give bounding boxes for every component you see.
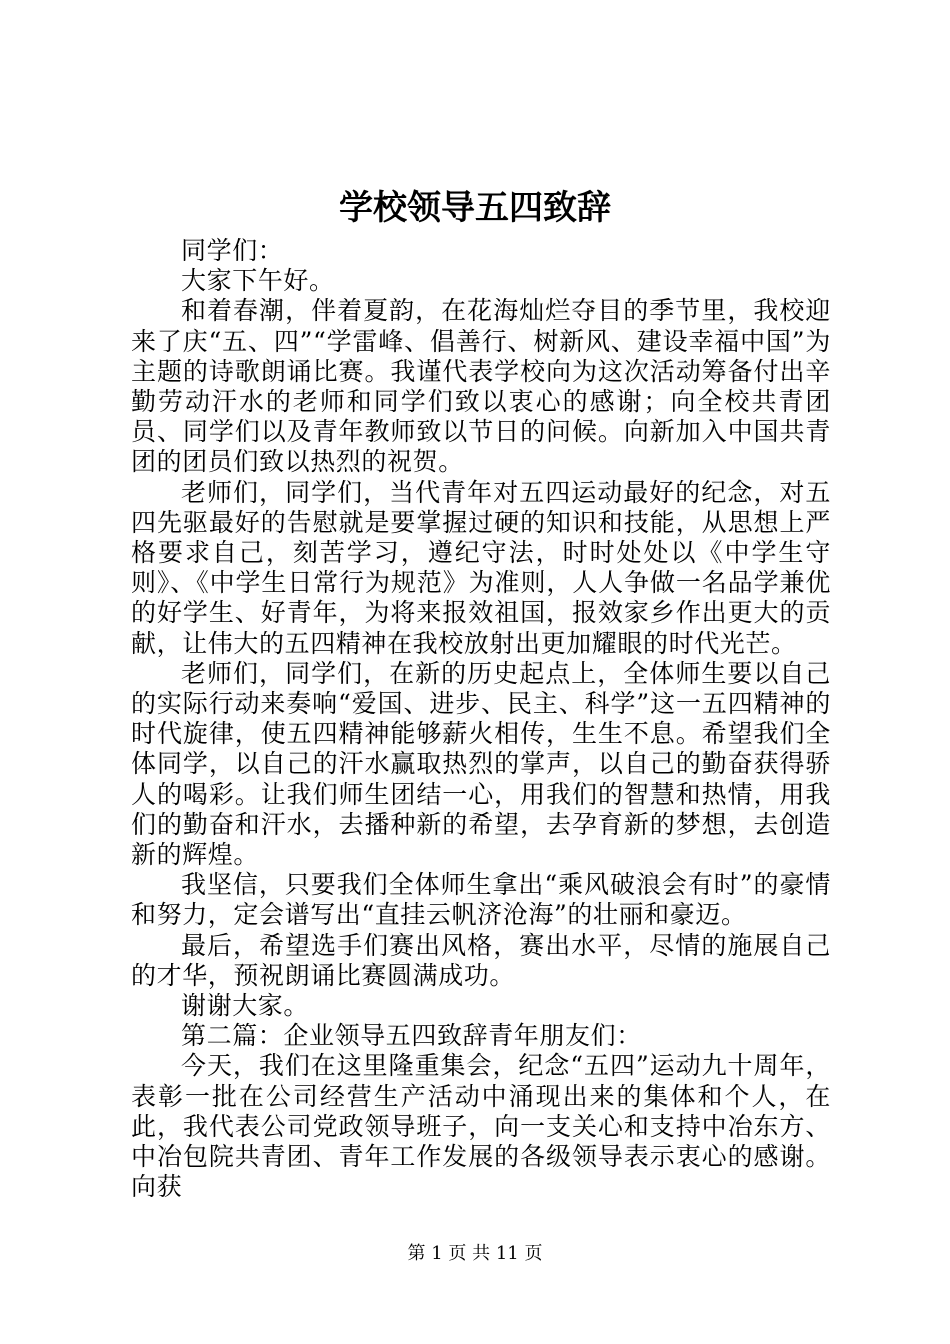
greeting: 大家下午好。 xyxy=(181,266,335,296)
salutation: 同学们： xyxy=(181,236,284,265)
closing: 谢谢大家。 xyxy=(181,991,310,1021)
page-number-footer: 第 1 页 共 11 页 xyxy=(407,1243,543,1264)
body-paragraph: 最后，希望选手们赛出风格，赛出水平，尽情的施展自己的才华，预祝朗诵比赛圆满成功。 xyxy=(131,930,831,990)
body-paragraph: 和着春潮，伴着夏韵，在花海灿烂夺目的季节里，我校迎来了庆“五、四”“学雷峰、倡善行、树新风、建设幸福中国”为主题的诗歌朗诵比赛。我谨代表学校向为这次活动筹备付出辛勤劳动汗水的老师和同学们致以衷心的感谢；向全校共青团员、同学们以及青年教师致以节日的问候。向新加入中国共青团的团员们致以热烈的祝贺。 xyxy=(131,296,831,477)
body-paragraph: 我坚信，只要我们全体师生拿出“乘风破浪会有时”的豪情和努力，定会谱写出“直挂云帆济沧海”的壮丽和豪迈。 xyxy=(131,870,831,930)
section-heading: 第二篇：企业领导五四致辞青年朋友们： xyxy=(181,1021,642,1051)
document-title: 学校领导五四致辞 xyxy=(339,188,611,228)
body-paragraph: 今天，我们在这里隆重集会，纪念“五四”运动九十周年，表彰一批在公司经营生产活动中涌现出来的集体和个人，在此，我代表公司党政领导班子，向一支关心和支持中冶东方、中冶包院共青团、青年工作发展的各级领导表示衷心的感谢。向获 xyxy=(131,1051,831,1202)
body-paragraph: 老师们，同学们，在新的历史起点上，全体师生要以自己的实际行动来奏响“爱国、进步、民主、科学”这一五四精神的时代旋律，使五四精神能够薪火相传，生生不息。希望我们全体同学，以自己的汗水赢取热烈的掌声，以自己的勤奋获得骄人的喝彩。让我们师生团结一心，用我们的智慧和热情，用我们的勤奋和汗水，去播种新的希望，去孕育新的梦想，去创造新的辉煌。 xyxy=(131,658,831,870)
body-paragraph: 老师们，同学们，当代青年对五四运动最好的纪念，对五四先驱最好的告慰就是要掌握过硬的知识和技能，从思想上严格要求自己，刻苦学习，遵纪守法，时时处处以《中学生守则》、《中学生日常行为规范》为准则，人人争做一名品学兼优的好学生、好青年，为将来报效祖国，报效家乡作出更大的贡献，让伟大的五四精神在我校放射出更加耀眼的时代光芒。 xyxy=(131,477,831,658)
document-body xyxy=(131,236,831,1203)
